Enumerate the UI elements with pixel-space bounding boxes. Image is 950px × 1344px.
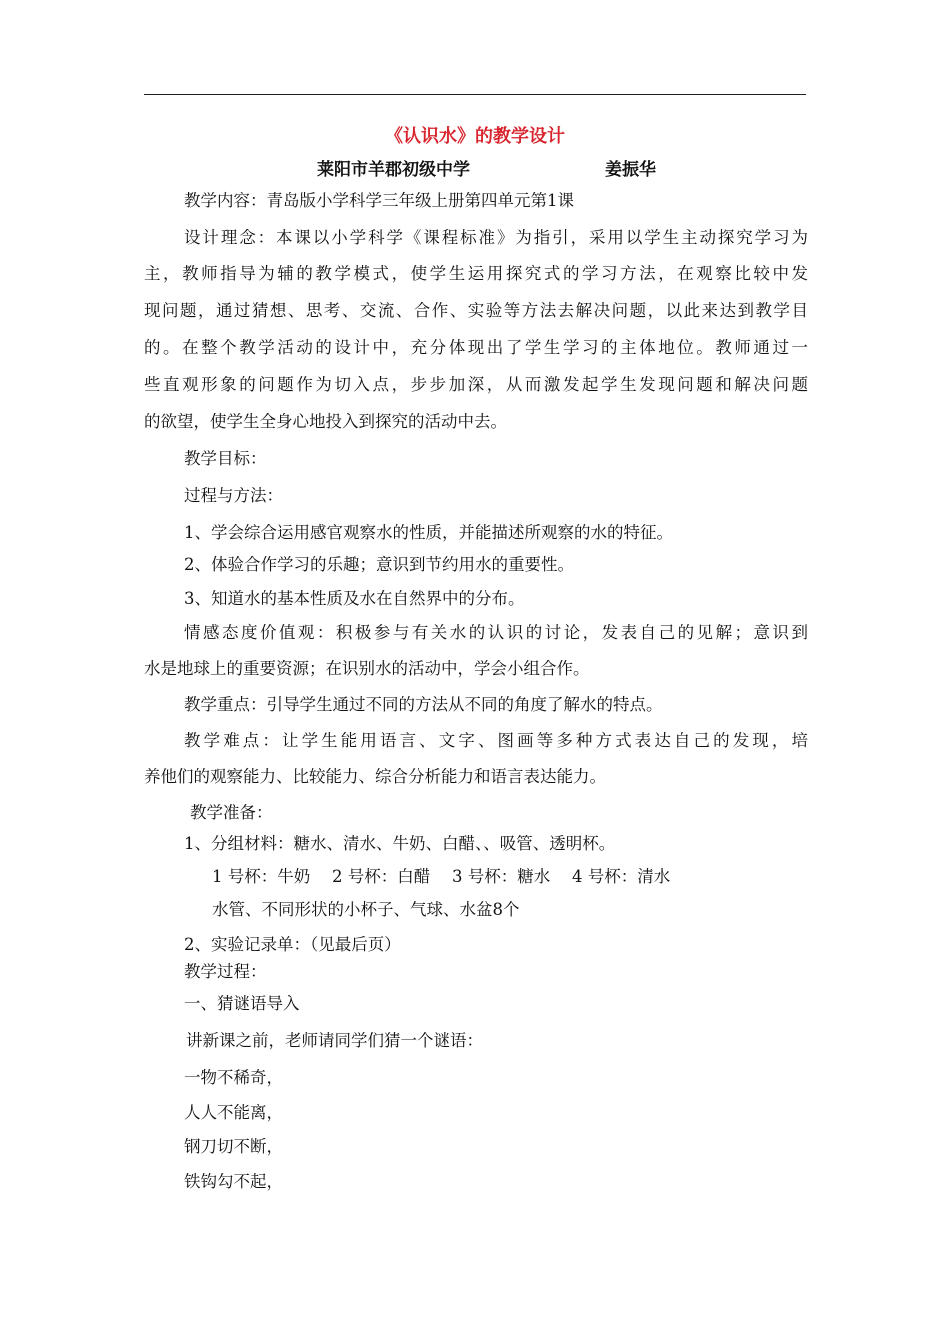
section-riddle-intro: 一、猜谜语导入 — [184, 994, 300, 1013]
experiment-record-sheet: 2、实验记录单：（见最后页） — [184, 935, 401, 954]
design-concept-line-4: 的。在整个教学活动的设计中，充分体现出了学生学习的主体地位。教师通过一 — [144, 338, 808, 357]
document-title: 《认识水》的教学设计 — [385, 126, 565, 147]
riddle-line-4: 铁钩勾不起， — [184, 1172, 283, 1191]
design-concept-line-3: 现问题，通过猜想、思考、交流、合作、实验等方法去解决问题，以此来达到教学目 — [144, 301, 808, 320]
process-method-heading: 过程与方法： — [184, 486, 283, 505]
design-concept-line-6: 的欲望，使学生全身心地投入到探究的活动中去。 — [144, 412, 507, 431]
teaching-process-heading: 教学过程： — [184, 962, 267, 981]
emotion-values-line-2: 水是地球上的重要资源；在识别水的活动中，学会小组合作。 — [144, 659, 590, 678]
author-name: 姜振华 — [605, 160, 656, 180]
teaching-content-line: 教学内容：青岛版小学科学三年级上册第四单元第1课 — [184, 191, 574, 210]
riddle-line-2: 人人不能离， — [184, 1103, 283, 1122]
school-name: 莱阳市羊郡初级中学 — [317, 160, 470, 180]
design-concept-line-2: 主，教师指导为辅的教学模式，使学生运用探究式的学习方法，在观察比较中发 — [144, 264, 808, 283]
riddle-line-1: 一物不稀奇， — [184, 1068, 283, 1087]
emotion-values-line-1: 情感态度价值观：积极参与有关水的认识的讨论，发表自己的见解；意识到 — [184, 623, 808, 642]
preparation-heading: 教学准备： — [190, 803, 273, 822]
teaching-difficulty-line-1: 教学难点：让学生能用语言、文字、图画等多种方式表达自己的发现，培 — [184, 731, 808, 750]
goal-item-3: 3、知道水的基本性质及水在自然界中的分布。 — [184, 589, 525, 608]
header-rule — [144, 94, 806, 95]
extra-materials: 水管、不同形状的小杯子、气球、水盆8个 — [212, 900, 520, 919]
riddle-line-3: 钢刀切不断， — [184, 1137, 283, 1156]
riddle-intro-text: 讲新课之前，老师请同学们猜一个谜语： — [186, 1031, 483, 1050]
teaching-goals-heading: 教学目标： — [184, 449, 267, 468]
group-materials: 1、分组材料：糖水、清水、牛奶、白醋、、吸管、透明杯。 — [184, 834, 616, 853]
design-concept-line-1: 设计理念：本课以小学科学《课程标准》为指引，采用以学生主动探究学习为 — [184, 228, 808, 247]
teaching-difficulty-line-2: 养他们的观察能力、比较能力、综合分析能力和语言表达能力。 — [144, 767, 606, 786]
cup-list: 1 号杯：牛奶 2 号杯：白醋 3 号杯：糖水 4 号杯：清水 — [212, 867, 671, 886]
goal-item-1: 1、学会综合运用感官观察水的性质，并能描述所观察的水的特征。 — [184, 523, 673, 542]
goal-item-2: 2、体验合作学习的乐趣；意识到节约用水的重要性。 — [184, 555, 574, 574]
design-concept-line-5: 些直观形象的问题作为切入点，步步加深，从而激发起学生发现问题和解决问题 — [144, 375, 808, 394]
teaching-focus: 教学重点：引导学生通过不同的方法从不同的角度了解水的特点。 — [184, 695, 663, 714]
